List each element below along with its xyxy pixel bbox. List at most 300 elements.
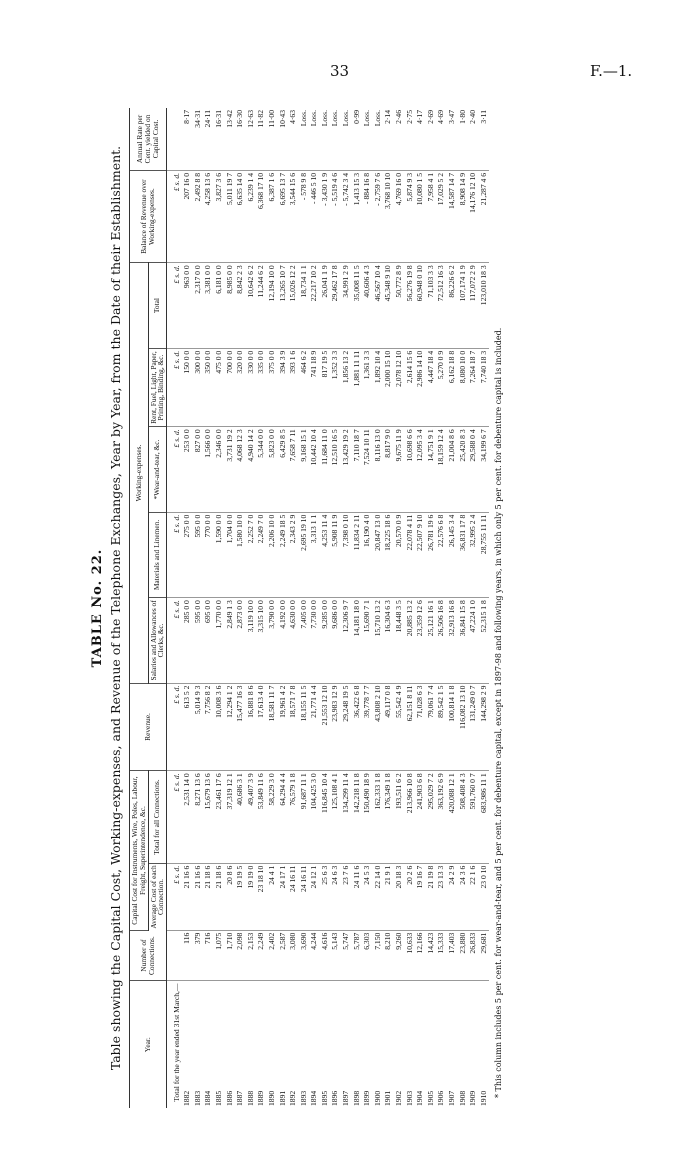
cell-total: 60,948 0 10	[415, 263, 426, 349]
cell-year: 1906	[436, 1090, 446, 1106]
cell-total-all: 162,333 1 8	[372, 771, 383, 863]
cell-salaries: 36,841 15 8	[457, 598, 468, 683]
cell-conn: 3,080	[288, 930, 299, 981]
cell-materials: 32,995 2 4	[468, 512, 479, 597]
cell-year: 1895	[319, 1090, 329, 1106]
cell-materials: 28,755 11 11	[478, 512, 489, 597]
cell-conn: 2,153	[245, 930, 256, 981]
header-connections: Number of Connections.	[130, 930, 167, 981]
cell-conn: 2,098	[235, 930, 246, 981]
cell-rent: 6,162 18 8	[447, 348, 458, 427]
header-capital-group: Capital Cost for Instruments, Wire, Poles, Labour, Freight, Superintendence, &c.	[130, 771, 149, 930]
cell-materials: 7,398 0 10	[341, 512, 352, 597]
cell-rent: 700 0 0	[224, 348, 235, 427]
header-materials: Materials and Linemen.	[148, 512, 167, 597]
cell-wear: 10,442 10 4	[309, 427, 320, 512]
cell-year: 1886	[224, 1090, 234, 1106]
cell-total-all: 241,903 6 8	[415, 771, 426, 863]
cell-rate: 13·42	[224, 108, 235, 170]
cell-wear: 8,116 13 0	[372, 427, 383, 512]
cell-rent: 1,352 3 3	[330, 348, 341, 427]
cell-total-all: 53,849 11 6	[256, 771, 267, 863]
cell-revenue: 19,961 4 2	[277, 683, 288, 771]
cell-rent: 741 18 9	[309, 348, 320, 427]
cell-balance: - 3,430 1 9	[319, 170, 330, 262]
cell-conn: 5,747	[341, 930, 352, 981]
cell-revenue: 116,082 13 10	[457, 683, 468, 771]
cell-balance: 6,635 14 0	[235, 170, 246, 262]
cell-rent: 375 0 0	[266, 348, 277, 427]
cell-revenue: 144,298 2 9	[478, 683, 489, 771]
cell-avg: 20 8 6	[224, 863, 235, 930]
unit-cell: £ s. d.	[167, 348, 182, 427]
cell-year: 1904	[415, 1090, 425, 1106]
cell-wear: 7,524 10 11	[362, 427, 373, 512]
cell-total-all: 295,029 7 2	[425, 771, 436, 863]
cell-total: 11,244 6 2	[256, 263, 267, 349]
table-row	[425, 108, 436, 1108]
cell-avg: 19 19 5	[235, 863, 246, 930]
cell-total: 8,985 0 0	[224, 263, 235, 349]
cell-balance: 6,695 13 7	[277, 170, 288, 262]
cell-total-all: 104,425 3 0	[309, 771, 320, 863]
cell-materials: 595 0 0	[192, 512, 203, 597]
cell-materials: 26,145 3 4	[447, 512, 458, 597]
cell-conn: 716	[203, 930, 214, 981]
cell-year: 1887	[235, 1090, 245, 1106]
cell-avg: 24 2 9	[447, 863, 458, 930]
cell-total: 12,194 10 0	[266, 263, 277, 349]
unit-cell: £ s. d.	[167, 683, 182, 771]
cell-total: 117,072 2 9	[468, 263, 479, 349]
cell-balance: 14,176 12 10	[468, 170, 479, 262]
cell-total-all: 116,845 10 4	[319, 771, 330, 863]
table-row	[362, 108, 373, 1108]
cell-total: 45,348 9 10	[383, 263, 394, 349]
cell-revenue: 613 5 2	[182, 683, 193, 771]
cell-salaries: 4,630 0 0	[288, 598, 299, 683]
header-year: Year.	[130, 981, 167, 1108]
cell-total: 26,041 1 9	[319, 263, 330, 349]
cell-wear: 4,068 12 3	[235, 427, 246, 512]
header-total-all: Total for all Connections.	[148, 771, 167, 863]
cell-salaries: 47,224 1 0	[468, 598, 479, 683]
table-row	[415, 108, 426, 1108]
cell-avg: 20 2 6	[404, 863, 415, 930]
cell-revenue: 21,771 4 4	[309, 683, 320, 771]
cell-rate: 24·11	[203, 108, 214, 170]
table-row	[224, 108, 235, 1108]
cell-revenue: 79,061 7 4	[425, 683, 436, 771]
cell-rate: Loss.	[309, 108, 320, 170]
cell-total-all: 134,299 11 4	[341, 771, 352, 863]
cell-wear: 14,751 9 1	[425, 427, 436, 512]
cell-revenue: 21,553 12 10	[319, 683, 330, 771]
table-row	[192, 108, 203, 1108]
cell-materials: 275 0 0	[182, 512, 193, 597]
cell-balance: 17,029 5 2	[436, 170, 447, 262]
cell-salaries: 12,306 9 7	[341, 598, 352, 683]
cell-total: 86,226 6 2	[447, 263, 458, 349]
cell-total-all: 420,088 12 1	[447, 771, 458, 863]
table-row	[330, 108, 341, 1108]
table-row	[404, 108, 415, 1108]
cell-materials: 3,313 1 1	[309, 512, 320, 597]
cell-total: 71,103 3 3	[425, 263, 436, 349]
cell-conn: 1,075	[213, 930, 224, 981]
table-row	[319, 108, 330, 1108]
cell-rent: 350 0 0	[203, 348, 214, 427]
cell-total: 3,381 0 0	[203, 263, 214, 349]
cell-total: 50,772 8 9	[394, 263, 405, 349]
cell-wear: 34,199 6 7	[478, 427, 489, 512]
table-row	[436, 108, 447, 1108]
cell-materials: 5,908 11 9	[330, 512, 341, 597]
cell-salaries: 25,121 16 1	[425, 598, 436, 683]
cell-total-all: 150,490 18 9	[362, 771, 373, 863]
page-reference: F.—1.	[590, 62, 633, 80]
cell-balance: - 884 16 8	[362, 170, 373, 262]
cell-conn: 17,403	[447, 930, 458, 981]
cell-salaries: 7,405 0 0	[298, 598, 309, 683]
cell-wear: 4,940 14 2	[245, 427, 256, 512]
cell-total-all: 8,271 13 6	[192, 771, 203, 863]
cell-conn: 6,303	[362, 930, 373, 981]
cell-salaries: 9,686 0 0	[330, 598, 341, 683]
cell-avg: 23 7 6	[341, 863, 352, 930]
cell-rate: 0·99	[351, 108, 362, 170]
cell-materials: 20,570 0 9	[394, 512, 405, 597]
cell-year: 1903	[404, 1090, 414, 1106]
cell-avg: 24 5 3	[362, 863, 373, 930]
cell-salaries: 23,359 12 6	[415, 598, 426, 683]
footnote: * This column includes 5 per cent. for wear-and-tear, and 5 per cent. for debenture capital, except in 1897-98 and following years, in which only 5 per cent. for debenture capital is included.	[493, 327, 503, 1098]
unit-cell: £ s. d.	[167, 427, 182, 512]
cell-wear: 9,168 15 1	[298, 427, 309, 512]
table-row	[182, 108, 193, 1108]
cell-rate: 8·17	[182, 108, 193, 170]
cell-year: 1897	[341, 1090, 351, 1106]
cell-total-all: 363,192 6 9	[436, 771, 447, 863]
cell-wear: 3,731 19 2	[224, 427, 235, 512]
unit-cell: £ s. d.	[167, 771, 182, 863]
cell-wear: 7,658 7 11	[288, 427, 299, 512]
cell-rent: 4,447 18 4	[425, 348, 436, 427]
cell-salaries: 16,304 6 3	[383, 598, 394, 683]
cell-conn: 14,423	[425, 930, 436, 981]
table-row	[256, 108, 267, 1108]
cell-rent: 2,986 14 10	[415, 348, 426, 427]
cell-avg: 19 16 7	[415, 863, 426, 930]
cell-total-all: 76,579 1 8	[288, 771, 299, 863]
cell-year: 1902	[394, 1090, 404, 1106]
table-row	[277, 108, 288, 1108]
cell-total: 72,512 16 3	[436, 263, 447, 349]
header-avg-cost: Average Cost of each Connection.	[148, 863, 167, 930]
cell-revenue: 18,155 11 5	[298, 683, 309, 771]
cell-conn: 4,244	[309, 930, 320, 981]
cell-year: 1910	[478, 1090, 488, 1106]
table-row	[341, 108, 352, 1108]
cell-year: 1891	[277, 1090, 287, 1106]
cell-wear: 29,588 0 4	[468, 427, 479, 512]
cell-year: 1888	[245, 1090, 255, 1106]
table-row	[478, 108, 489, 1108]
cell-rent: 1,892 10 4	[372, 348, 383, 427]
cell-rent: 7,740 18 3	[478, 348, 489, 427]
cell-balance: 10,080 1 5	[415, 170, 426, 262]
cell-avg: 21 18 6	[203, 863, 214, 930]
cell-wear: 18,159 12 4	[436, 427, 447, 512]
cell-balance: 3,544 15 6	[288, 170, 299, 262]
cell-conn: 2,402	[266, 930, 277, 981]
cell-conn: 116	[182, 930, 193, 981]
cell-wear: 10,698 6 6	[404, 427, 415, 512]
cell-revenue: 5,014 9 3	[192, 683, 203, 771]
rotated-table-block	[90, 108, 662, 1108]
cell-conn: 2,249	[256, 930, 267, 981]
cell-total-all: 37,319 12 1	[224, 771, 235, 863]
cell-balance: - 578 9 8	[298, 170, 309, 262]
cell-year: 1892	[288, 1090, 298, 1106]
cell-total: 15,026 12 2	[288, 263, 299, 349]
cell-total-all: 683,986 11 1	[478, 771, 489, 863]
unit-cell: £ s. d.	[167, 170, 182, 262]
cell-wear: 2,346 0 0	[213, 427, 224, 512]
cell-materials: 22,576 6 8	[436, 512, 447, 597]
cell-total-all: 125,108 4 1	[330, 771, 341, 863]
cell-revenue: 39,778 7 7	[362, 683, 373, 771]
table-label: TABLE No. 22.	[90, 548, 105, 668]
cell-conn: 12,166	[415, 930, 426, 981]
units-row	[167, 108, 182, 1108]
cell-salaries: 15,690 7 1	[362, 598, 373, 683]
lead-label: Total for the year ended 31st March,—	[171, 983, 181, 1102]
cell-rate: 34·31	[192, 108, 203, 170]
cell-year: 1900	[372, 1090, 382, 1106]
cell-wear: 6,429 8 5	[277, 427, 288, 512]
cell-salaries: 2,873 0 0	[235, 598, 246, 683]
cell-avg: 24 11 6	[351, 863, 362, 930]
cell-conn: 379	[192, 930, 203, 981]
header-rate: Annual Rate per Cent. yielded on Capital Cost.	[130, 108, 167, 170]
cell-wear: 9,675 11 9	[394, 427, 405, 512]
cell-materials: 2,206 10 0	[266, 512, 277, 597]
cell-avg: 25 6 3	[319, 863, 330, 930]
cell-rent: 817 19 5	[319, 348, 330, 427]
cell-rate: Loss.	[362, 108, 373, 170]
cell-salaries: 3,790 0 0	[266, 598, 277, 683]
cell-rent: 2,000 15 10	[383, 348, 394, 427]
cell-rate: Loss.	[330, 108, 341, 170]
cell-avg: 24 6 3	[330, 863, 341, 930]
cell-revenue: 131,249 0 7	[468, 683, 479, 771]
cell-rate: 4·69	[436, 108, 447, 170]
cell-revenue: 16,881 8 6	[245, 683, 256, 771]
cell-wear: 5,344 0 0	[256, 427, 267, 512]
cell-total: 107,174 1 9	[457, 263, 468, 349]
cell-rate: 3·47	[447, 108, 458, 170]
cell-materials: 1,580 10 0	[235, 512, 246, 597]
cell-rate: 1·80	[457, 108, 468, 170]
table-row	[235, 108, 246, 1108]
cell-total: 56,276 19 8	[404, 263, 415, 349]
cell-balance: 21,287 4 6	[478, 170, 489, 262]
cell-avg: 24 17 1	[277, 863, 288, 930]
cell-rent: 8,080 10 0	[457, 348, 468, 427]
cell-rent: 330 0 0	[245, 348, 256, 427]
cell-conn: 1,710	[224, 930, 235, 981]
cell-conn: 3,690	[298, 930, 309, 981]
cell-year: 1894	[309, 1090, 319, 1106]
cell-materials: 22,078 4 11	[404, 512, 415, 597]
cell-salaries: 9,285 0 0	[319, 598, 330, 683]
cell-rent: 1,361 3 3	[362, 348, 373, 427]
cell-year: 1893	[298, 1090, 308, 1106]
cell-total: 22,217 10 2	[309, 263, 320, 349]
cell-salaries: 595 0 0	[192, 598, 203, 683]
cell-balance: - 5,742 3 4	[341, 170, 352, 262]
cell-revenue: 36,422 6 8	[351, 683, 362, 771]
cell-conn: 5,143	[330, 930, 341, 981]
table-row	[457, 108, 468, 1108]
cell-total-all: 15,679 13 6	[203, 771, 214, 863]
cell-materials: 2,249 7 0	[256, 512, 267, 597]
table-body	[167, 108, 489, 1108]
page-number: 33	[330, 62, 350, 80]
table-row	[266, 108, 277, 1108]
header-wear-tear: *Wear-and-tear, &c.	[148, 427, 167, 512]
cell-rent: 320 0 0	[235, 348, 246, 427]
cell-salaries: 3,315 10 0	[256, 598, 267, 683]
cell-avg: 21 16 6	[182, 863, 193, 930]
cell-avg: 21 19 8	[425, 863, 436, 930]
cell-rent: 300 0 0	[192, 348, 203, 427]
cell-year: 1908	[457, 1090, 467, 1106]
cell-balance: 5,011 19 7	[224, 170, 235, 262]
cell-wear: 12,095 3 4	[415, 427, 426, 512]
cell-year: 1901	[383, 1090, 393, 1106]
cell-total-all: 142,218 11 8	[351, 771, 362, 863]
cell-materials: 1,590 0 0	[213, 512, 224, 597]
cell-materials: 770 0 0	[203, 512, 214, 597]
cell-conn: 15,333	[436, 930, 447, 981]
cell-total-all: 58,229 3 0	[266, 771, 277, 863]
cell-rate: Loss.	[298, 108, 309, 170]
cell-salaries: 4,192 0 0	[277, 598, 288, 683]
cell-rate: 2·40	[468, 108, 479, 170]
cell-total-all: 508,408 4 3	[457, 771, 468, 863]
cell-balance: 4,258 13 6	[203, 170, 214, 262]
cell-rate: 16·31	[213, 108, 224, 170]
cell-salaries: 20,885 13 2	[404, 598, 415, 683]
cell-materials: 2,343 2 9	[288, 512, 299, 597]
cell-salaries: 15,710 13 2	[372, 598, 383, 683]
unit-cell: £ s. d.	[167, 512, 182, 597]
cell-salaries: 7,730 0 0	[309, 598, 320, 683]
cell-salaries: 3,119 10 0	[245, 598, 256, 683]
cell-year: 1885	[213, 1090, 223, 1106]
table-row	[372, 108, 383, 1108]
cell-rate: 11·00	[266, 108, 277, 170]
cell-year: 1909	[468, 1090, 478, 1106]
cell-balance: 14,587 14 7	[447, 170, 458, 262]
cell-rate: Loss.	[372, 108, 383, 170]
cell-avg: 24 12 1	[309, 863, 320, 930]
cell-year: 1905	[425, 1090, 435, 1106]
cell-year: 1883	[192, 1090, 202, 1106]
cell-salaries: 32,913 16 8	[447, 598, 458, 683]
cell-total-all: 193,511 6 2	[394, 771, 405, 863]
cell-rate: 16·30	[235, 108, 246, 170]
header-working-group: Working-expenses.	[130, 263, 149, 683]
cell-wear: 7,110 18 7	[351, 427, 362, 512]
cell-wear: 253 0 0	[182, 427, 193, 512]
cell-year: 1907	[447, 1090, 456, 1106]
cell-rate: Loss.	[319, 108, 330, 170]
cell-conn: 29,681	[478, 930, 489, 981]
cell-materials: 4,253 11 4	[319, 512, 330, 597]
cell-revenue: 23,983 12 9	[330, 683, 341, 771]
cell-materials: 2,249 18 5	[277, 512, 288, 597]
table-row	[383, 108, 394, 1108]
cell-total: 46,567 10 4	[372, 263, 383, 349]
cell-avg: 24 16 11	[288, 863, 299, 930]
cell-year: 1889	[256, 1090, 266, 1106]
cell-wear: 11,684 11 0	[319, 427, 330, 512]
cell-avg: 23 0 10	[478, 863, 489, 930]
cell-rate: 2·14	[383, 108, 394, 170]
cell-materials: 2,695 19 10	[298, 512, 309, 597]
cell-conn: 4,616	[319, 930, 330, 981]
unit-cell: £ s. d.	[167, 263, 182, 349]
cell-balance: 207 16 0	[182, 170, 193, 262]
cell-wear: 1,566 0 0	[203, 427, 214, 512]
cell-revenue: 29,248 19 5	[341, 683, 352, 771]
table-row	[351, 108, 362, 1108]
cell-total: 10,642 6 2	[245, 263, 256, 349]
cell-balance: - 2,759 7 6	[372, 170, 383, 262]
cell-salaries: 695 0 0	[203, 598, 214, 683]
cell-revenue: 17,613 4 0	[256, 683, 267, 771]
cell-year: 1882	[182, 1090, 192, 1106]
cell-total-all: 64,294 4 4	[277, 771, 288, 863]
cell-total: 963 0 0	[182, 263, 193, 349]
cell-rent: 150 0 0	[182, 348, 193, 427]
cell-balance: 3,768 10 10	[383, 170, 394, 262]
cell-total: 13,265 10 7	[277, 263, 288, 349]
cell-avg: 23 13 3	[436, 863, 447, 930]
cell-conn: 7,150	[372, 930, 383, 981]
cell-total: 35,008 11 5	[351, 263, 362, 349]
cell-conn: 5,787	[351, 930, 362, 981]
cell-total-all: 91,687 11 1	[298, 771, 309, 863]
cell-rate: 2·46	[394, 108, 405, 170]
table-row	[394, 108, 405, 1108]
cell-rate: 4·63	[288, 108, 299, 170]
cell-revenue: 43,808 2 10	[372, 683, 383, 771]
cell-wear: 21,004 8 6	[447, 427, 458, 512]
cell-rent: 335 0 0	[256, 348, 267, 427]
table-row	[447, 108, 458, 1108]
cell-materials: 20,847 13 0	[372, 512, 383, 597]
cell-conn: 26,833	[468, 930, 479, 981]
cell-salaries: 18,448 3 5	[394, 598, 405, 683]
cell-revenue: 15,477 16 3	[235, 683, 246, 771]
cell-revenue: 100,814 1 8	[447, 683, 458, 771]
cell-rate: 2·75	[404, 108, 415, 170]
cell-materials: 16,190 4 0	[362, 512, 373, 597]
